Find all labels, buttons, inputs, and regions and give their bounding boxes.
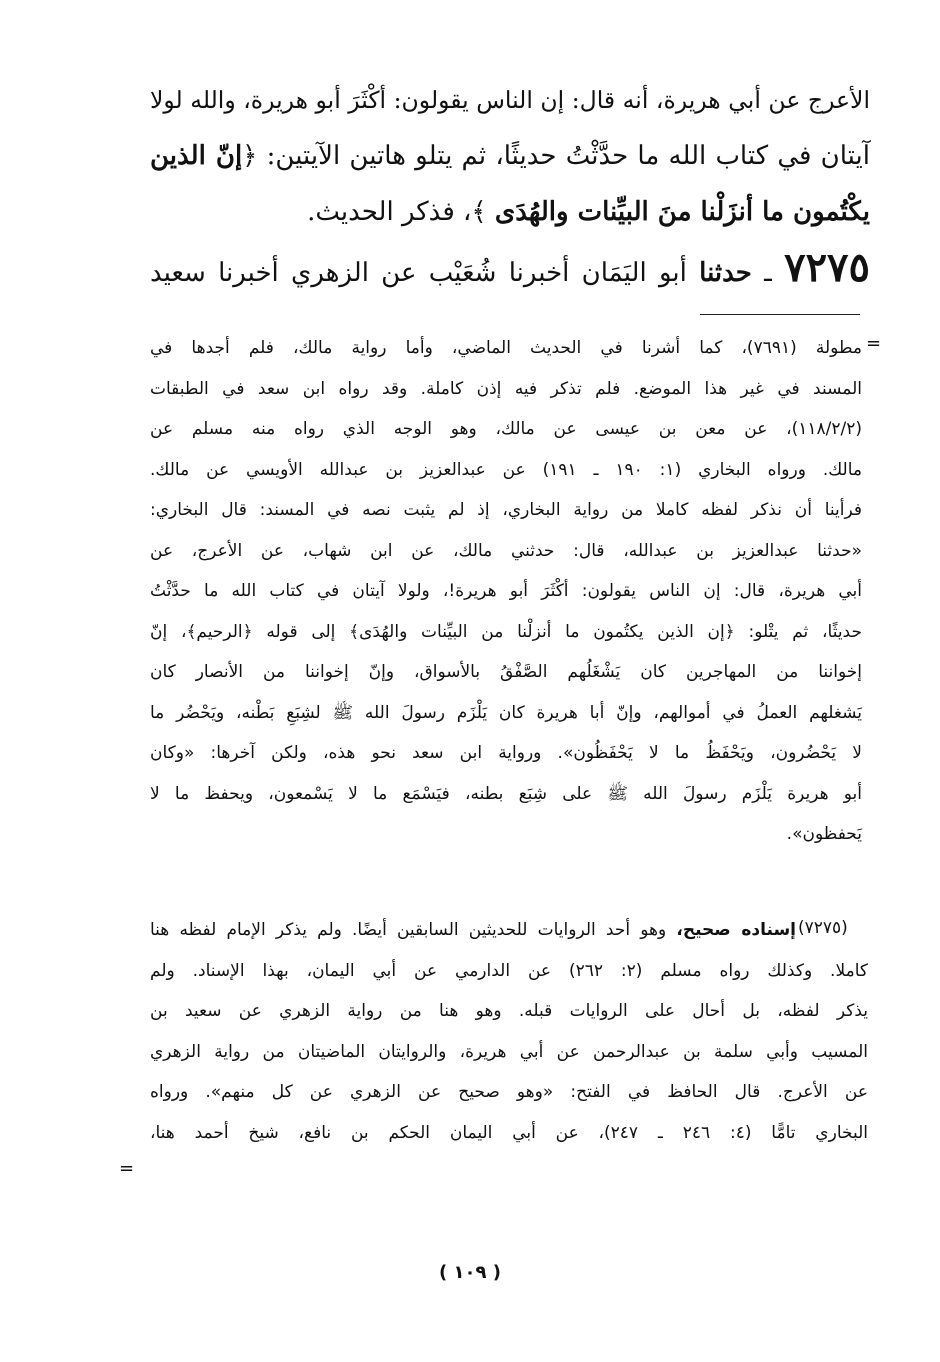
footnote-line: كاملا. وكذلك رواه مسلم (٢: ٢٦٢) عن الدارمي عن أبي اليمان، بهذا الإسناد. ولم — [150, 960, 868, 981]
footnote-label: (٧٢٧٥) — [798, 918, 848, 938]
footnote-line: يذكر لفظه، بل أحال على الروايات قبله. وهو هنا من رواية الزهري عن سعيد بن — [150, 1001, 868, 1021]
main-line: آيتان في كتاب الله ما حدَّثْتُ حديثًا، ثم يتلو هاتين الآيتين: ﴿إنّ الذين — [150, 141, 870, 171]
footnote-line: يَشغلهم العملُ في أموالهم، وإنّ أبا هريرة كان يَلْزَم رسولَ الله ﷺ لشِبَعِ بَطْنه، ويَحْضُر ما — [150, 702, 862, 723]
page-number: ( ١٠٩ ) — [439, 1262, 501, 1283]
footnote-continuation-marker: = — [866, 333, 882, 354]
footnote-line: إسناده صحيح، وهو أحد الروايات للحديثين السابقين أيضًا. ولم يذكر الإمام لفظه هنا — [150, 920, 796, 940]
hadith-number: ٧٢٧٥ — [784, 244, 871, 291]
main-line: يكْتُمون ما أنزَلْنا منَ البيِّنات والهُدَى ﴾، فذكر الحديث. — [307, 197, 870, 227]
footnote-continued — [150, 328, 862, 855]
footnote-line: البخاري تامًّا (٤: ٢٤٦ ـ ٢٤٧)، عن أبي اليمان الحكم بن نافع، شيخ أحمد هنا، — [150, 1122, 869, 1143]
footnote-line: حديثًا، ثم يتْلو: ﴿إن الذين يكتُمون ما أنزلْنا من البيِّنات والهُدَى﴾ إلى قوله ﴿الرحيم﴾، إنّ — [150, 621, 862, 642]
footnote-line: يَحفظون». — [786, 824, 862, 844]
footnote-line: لا يَحْضُرون، ويَحْفَظُ ما لا يَحْفَظُون». ورواية ابن سعد نحو هذه، ولكن آخرها: «وكان — [150, 743, 862, 763]
footnote-line: مالك. ورواه البخاري (١: ١٩٠ ـ ١٩١) عن عبدالعزيز بن عبدالله الأويسي عن مالك. — [150, 459, 863, 480]
footnote-heading: إسناده صحيح، — [676, 920, 796, 940]
footnote-line: مطولة (٧٦٩١)، كما أشرنا في الحديث الماضي، وأما رواية مالك، فلم أجدها في — [150, 338, 862, 358]
footnote-7275 — [150, 910, 868, 1153]
main-line: الأعرج عن أبي هريرة، أنه قال: إن الناس يقولون: أكْثَرَ أبو هريرة، والله لولا — [150, 86, 870, 114]
footnote-line: المسند في غير هذا الموضع. فلم تذكر فيه إذن كاملة. وقد رواه ابن سعد في الطبقات — [150, 378, 862, 399]
footnote-line: (١١٨/٢/٢)، عن معن بن عيسى عن مالك، وهو الوجه الذي رواه منه مسلم عن — [150, 419, 862, 439]
main-text — [150, 72, 870, 301]
footnote-separator — [700, 314, 860, 315]
footnote-line: إخواننا من المهاجرين كان يَشْغَلُهم الصَّفْقُ بالأسواق، وإنّ إخواننا من الأنصار كان — [150, 662, 862, 682]
hadith-line: ٧٢٧٥ ـ حدثنا أبو اليَمَان أخبرنا شُعَيْب عن الزهري أخبرنا سعيد — [150, 244, 871, 291]
footnote-line: «حدثنا عبدالعزيز بن عبدالله، قال: حدثني مالك، عن ابن شهاب، عن الأعرج، عن — [150, 540, 862, 561]
footnote-line: المسيب وأبي سلمة بن عبدالرحمن عن أبي هريرة، والروايتان الماضيتان من رواية الزهري — [150, 1041, 868, 1062]
footnote-line: أبي هريرة، قال: إن الناس يقولون: أكْثَرَ أبو هريرة!، ولولا آيتان في كتاب الله ما حدَّثْتُ — [150, 581, 862, 601]
footnote-continues-marker: = — [119, 1158, 135, 1179]
footnote-line: عن الأعرج. قال الحافظ في الفتح: «وهو صحيح عن الزهري عن كل منهم». ورواه — [150, 1082, 868, 1102]
footnote-line: فرأينا أن نذكر لفظه كاملا من رواية البخاري، إذ لم يثبت نصه في المسند: قال البخاري: — [150, 500, 862, 520]
footnote-line: أبو هريرة يَلْزَم رسولَ الله ﷺ على شِبَع بطنه، فيَسْمَع ما لا يَسْمعون، ويحفظ ما لا — [150, 783, 862, 804]
